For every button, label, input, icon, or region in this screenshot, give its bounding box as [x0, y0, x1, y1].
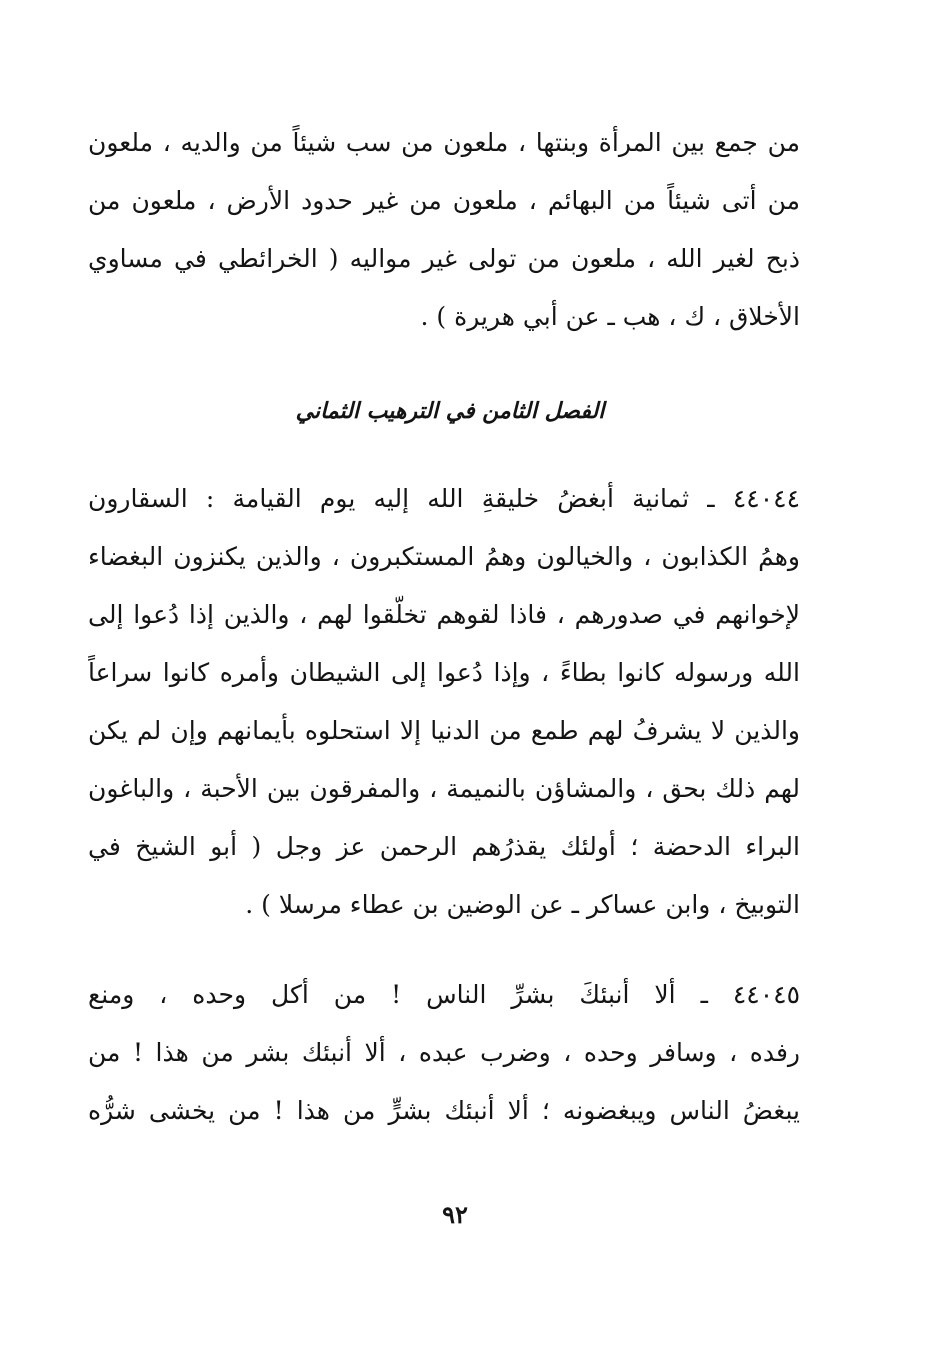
text-line: وهمُ الكذابون ، والخيالون وهمُ المستكبرون ، والذين يكنزون البغضاء: [88, 542, 800, 571]
hadith-paragraph-44044: [88, 470, 800, 934]
text-line: الأخلاق ، ك ، هب ـ عن أبي هريرة ) .: [420, 302, 800, 331]
text-line: التوبيخ ، وابن عساكر ـ عن الوضين بن عطاء مرسلا ) .: [245, 890, 800, 919]
page-number: ٩٢: [442, 1200, 468, 1229]
text-line: رفده ، وسافر وحده ، وضرب عبده ، ألا أنبئك بشر من هذا ! من: [88, 1038, 800, 1067]
text-line: البراء الدحضة ؛ أولئك يقذرُهم الرحمن عز وجل ( أبو الشيخ في: [88, 832, 800, 861]
text-line: من جمع بين المرأة وبنتها ، ملعون من سب شيئاً من والديه ، ملعون: [88, 128, 800, 157]
text-line: ٤٤٠٤٥ ـ ألا أنبئكَ بشرِّ الناس ! من أكل وحده ، ومنع: [88, 980, 800, 1009]
text-line: الله ورسوله كانوا بطاءً ، وإذا دُعوا إلى الشيطان وأمره كانوا سراعاً: [88, 658, 800, 687]
text-line: ٤٤٠٤٤ ـ ثمانية أبغضُ خليقةِ الله إليه يوم القيامة : السقارون: [88, 484, 800, 513]
text-line: والذين لا يشرفُ لهم طمع من الدنيا إلا استحلوه بأيمانهم وإن لم يكن: [88, 716, 800, 745]
text-line: من أتى شيئاً من البهائم ، ملعون من غير حدود الأرض ، ملعون من: [88, 186, 800, 215]
section-heading: الفصل الثامن في الترهيب الثماني: [295, 398, 605, 424]
hadith-paragraph-44045: [88, 966, 800, 1140]
text-line: ذبح لغير الله ، ملعون من تولى غير مواليه ( الخرائطي في مساوي: [88, 244, 800, 273]
text-line: لإخوانهم في صدورهم ، فاذا لقوهم تخلّقوا لهم ، والذين إذا دُعوا إلى: [88, 600, 800, 629]
text-line: يبغضُ الناس ويبغضونه ؛ ألا أنبئك بشرٍّ من هذا ! من يخشى شرُّه: [88, 1096, 800, 1125]
text-line: لهم ذلك بحق ، والمشاؤن بالنميمة ، والمفرقون بين الأحبة ، والباغون: [88, 774, 800, 803]
paragraph-continuation: [88, 114, 800, 346]
